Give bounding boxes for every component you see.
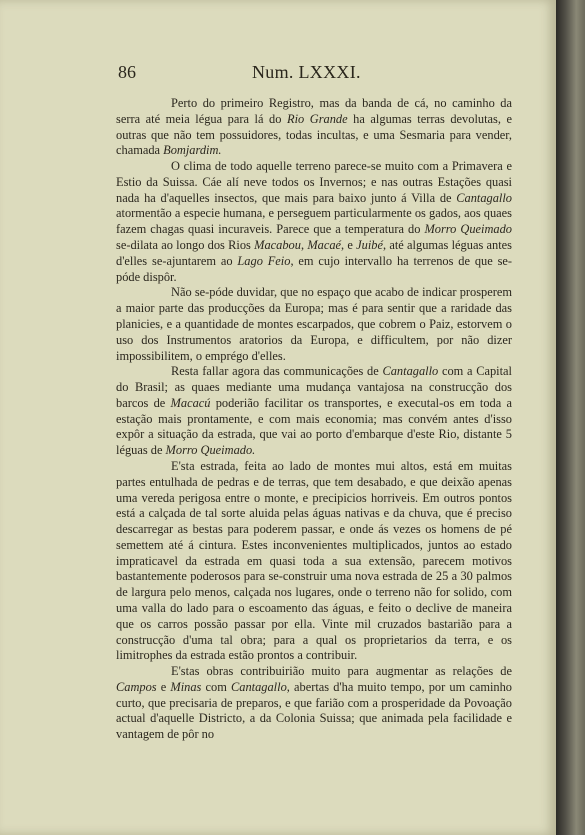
text-run: , em cujo intervallo ha terrenos de que se-póde dispôr. <box>116 253 513 284</box>
running-head: Num. LXXXI. <box>252 62 361 82</box>
text-run: , e <box>341 238 357 253</box>
text-run: com a Capital do Brasil; as quaes mediante uma mudança vantajosa na construcção dos barcos de <box>116 364 512 410</box>
italic-text: Macabou <box>254 238 301 253</box>
italic-text: Minas <box>170 679 202 694</box>
italic-text: Bomjardim. <box>163 143 222 158</box>
text-run: Perto do primeiro Registro, mas da banda de cá, no caminho da serra até meia légua para lá do <box>116 96 512 126</box>
paragraph <box>116 285 512 364</box>
italic-text: Cantagallo <box>231 679 287 694</box>
paragraph <box>116 159 512 285</box>
page-header <box>0 62 556 86</box>
text-run: se-dilata ao longo dos Rios <box>116 238 255 253</box>
page-number: 86 <box>118 62 136 82</box>
text-run: E'stas obras contribuirião muito para augmentar as relações de <box>171 664 512 679</box>
paragraph <box>116 664 512 743</box>
italic-text: Rio Grande <box>287 111 348 126</box>
italic-text: Morro Queimado. <box>165 443 256 458</box>
italic-text: Lago Feio <box>237 253 291 268</box>
text-run: , abertas d'ha muito tempo, por um caminho curto, que precisaria de preparos, e que farião com a prosperidade da Povoação actual d'aquelle Districto, a da Colonia Suissa; que animada pela facilidade e vantagem de pôr no <box>116 679 512 742</box>
text-run: O clima de todo aquelle terreno parece-se muito com a Primavera e Estio da Suissa. Cáe alí neve todos os Invernos; e nas outras Estações quasi nada ha d'aquelles insectos, que mais para baixo junto á Villa de <box>116 159 512 205</box>
italic-text: Cantagallo <box>382 364 439 379</box>
text-run: , <box>300 238 308 253</box>
paragraph <box>116 364 512 459</box>
paragraph <box>116 96 512 159</box>
text-run: E'sta estrada, feita ao lado de montes mui altos, está em muitas partes entulhada de pedras e de terras, que tem desabado, e que deixão apenas uma vereda perigosa entre o monte, e precipicios horriveis. Em outros pontos está a calçada de tal sorte aluida pelas águas nativas e da chuva, que é preciso descarregar as bestas para poderem passar, e onde ás vezes os homens de pé semettem até á cintura. Estes inconvenientes multiplicados, juntos ao estado impraticavel da estrada em quasi toda a sua extensão, parecem motivos bastantemente poderosos para se-construir uma nova estrada de 25 a 30 palmos de largura pelo menos, calçada nos lugares, onde o terreno não for solido, com uma valla do lado para o escoamento das águas, e feito o declive de maneira que os carros possão passar por ella. Vinte mil cruzados bastarião para a construcção d'uma tal obra; para a qual os proprietarios da terra, e os limitrophes da estrada estão prontos a contribuir. <box>116 458 512 663</box>
book-edge <box>556 0 585 835</box>
italic-text: Morro Queimado <box>424 222 512 237</box>
text-run: com <box>201 679 231 694</box>
italic-text: Macacú <box>170 395 211 410</box>
italic-text: Juibé <box>356 238 383 253</box>
italic-text: Campos <box>116 679 157 694</box>
text-run: Resta fallar agora das communicações de <box>171 364 383 379</box>
text-run: poderião facilitar os transportes, e executal-os em toda a estação mais prontamente, e com mais economia; mas convém antes d'isso expôr a situação da estrada, que vai ao porto d'embarque d'este Rio, distante 5 léguas de <box>116 395 512 458</box>
text-run: atormentão a especie humana, e perseguem particularmente os gados, aos quaes fazem chagas quasi incuraveis. Parece que a temperatura do <box>116 206 512 237</box>
text-run: Não se-póde duvidar, que no espaço que acabo de indicar prosperem a maior parte das producções da Europa; mas é para sentir que a raridade das planicies, e a quantidade de montes escarpados, que cobrem o Paiz, estorvem o uso dos Instrumentos aratorios da Europa, e difficultem, por não dizer impossibilitem, o emprégo d'elles. <box>116 285 512 363</box>
text-run: e <box>156 679 171 694</box>
italic-text: Macaé <box>307 238 342 253</box>
page-body-text <box>116 96 512 743</box>
italic-text: Cantagallo <box>456 190 512 205</box>
text-run: ha algumas terras devolutas, e outras que não tem possuidores, todas incultas, e uma Sesmaria para vender, chamada <box>116 111 513 158</box>
text-run: , até algumas léguas antes d'elles se-ajuntarem ao <box>116 238 512 268</box>
paragraph <box>116 459 512 664</box>
